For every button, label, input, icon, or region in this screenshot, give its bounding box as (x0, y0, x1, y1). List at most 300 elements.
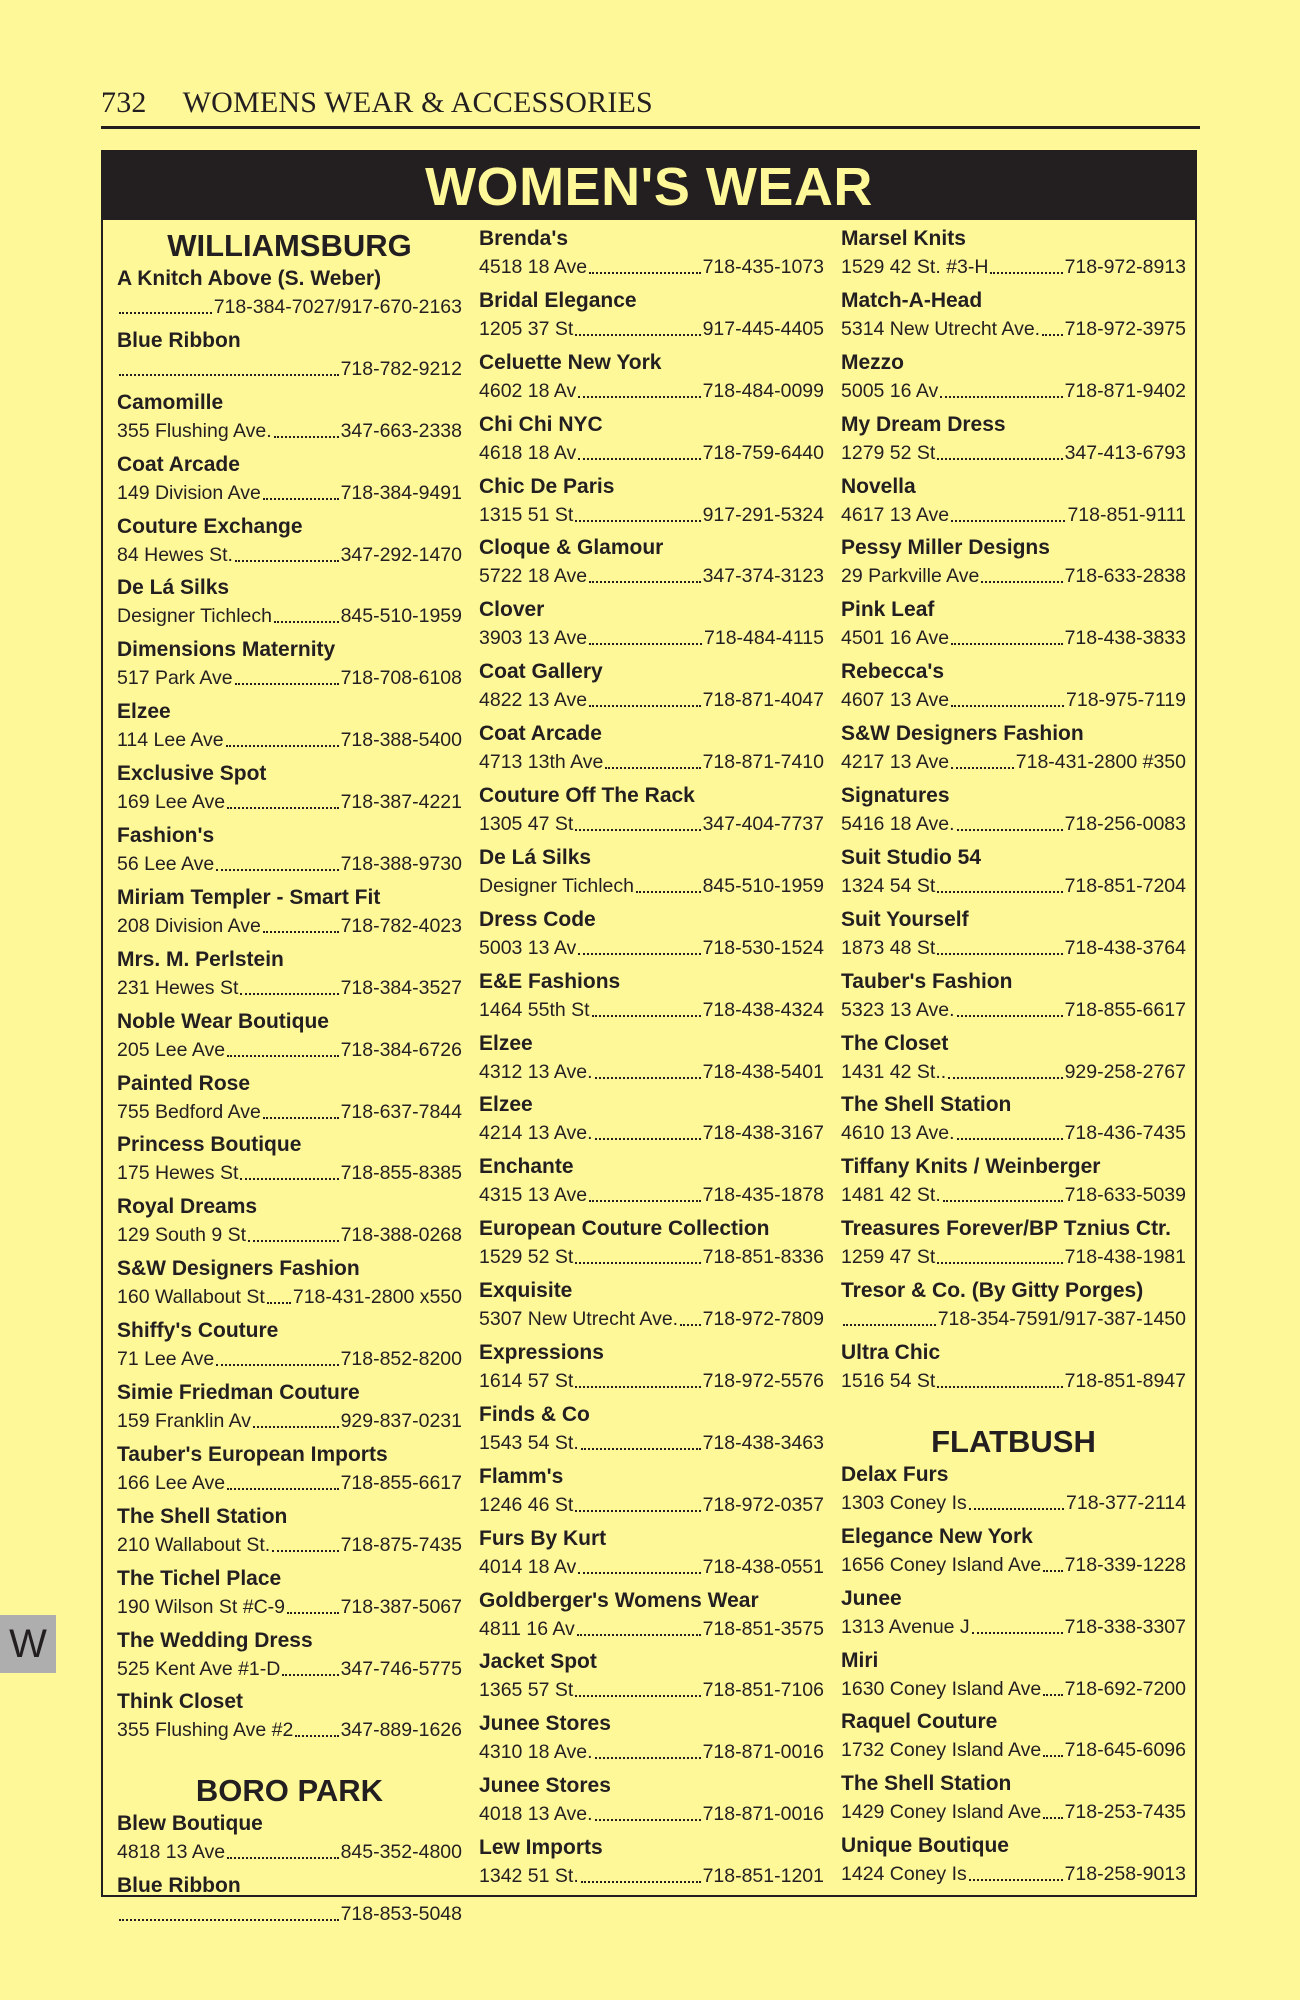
dot-leader (940, 378, 1062, 398)
business-address: 1365 57 St (479, 1679, 574, 1702)
business-name: Blue Ribbon (117, 1874, 241, 1898)
business-address: 1656 Coney Island Ave (841, 1553, 1042, 1576)
section-title: FLATBUSH (931, 1423, 1096, 1459)
listing-line (117, 1037, 462, 1063)
listing-entry (117, 388, 462, 450)
listing-line (841, 1368, 1186, 1394)
listing-line (117, 789, 462, 815)
business-phone: 718-435-1878 (702, 1184, 824, 1207)
page-number: 732 (101, 86, 147, 119)
listing-entry (479, 1462, 824, 1524)
dot-leader (227, 1470, 338, 1490)
listing-entry (841, 719, 1186, 781)
business-address: 5314 New Utrecht Ave. (841, 317, 1041, 340)
listing-entry (479, 967, 824, 1029)
listing-line (117, 913, 462, 939)
business-name: Lew Imports (479, 1836, 603, 1860)
listing-entry (479, 781, 824, 843)
business-address: 4602 18 Av (479, 379, 577, 402)
business-phone: 718-871-0016 (702, 1803, 824, 1826)
business-name: Simie Friedman Couture (117, 1381, 360, 1405)
listing-line (479, 440, 824, 466)
dot-leader (216, 1346, 338, 1366)
business-phone: 718-339-1228 (1064, 1553, 1186, 1576)
dot-leader (295, 1717, 338, 1737)
business-address: 4811 16 Av (479, 1617, 575, 1640)
business-name: Furs By Kurt (479, 1526, 607, 1550)
business-address: 1303 Coney Is (841, 1491, 967, 1514)
dot-leader (595, 1059, 701, 1079)
listing-line (479, 1677, 824, 1703)
dot-leader (578, 1554, 700, 1574)
business-address: 355 Flushing Ave #2 (117, 1719, 294, 1742)
business-phone: 347-292-1470 (340, 543, 462, 566)
listing-entry (479, 1709, 824, 1771)
listing-entry (841, 843, 1186, 905)
business-address: 4618 18 Av (479, 441, 577, 464)
business-address: 231 Hewes St (117, 976, 239, 999)
business-name: Camomille (117, 390, 224, 414)
listing-line (117, 1408, 462, 1434)
business-name: Coat Arcade (479, 722, 602, 746)
business-phone: 718-338-3307 (1064, 1615, 1186, 1638)
listing-line (841, 1552, 1186, 1578)
dot-leader (272, 1532, 338, 1552)
listing-entry (117, 759, 462, 821)
business-address: 1529 42 St. #3-H (841, 256, 989, 278)
listing-entry (117, 1502, 462, 1564)
business-address: 4217 13 Ave (841, 751, 950, 774)
business-phone: 718-388-0268 (340, 1224, 462, 1247)
dot-leader (577, 1616, 701, 1636)
business-address: 5416 18 Ave. (841, 813, 955, 836)
listing-entry (117, 512, 462, 574)
listing-line (841, 440, 1186, 466)
listing-line (479, 1801, 824, 1827)
listing-entry (841, 472, 1186, 534)
listing-line (117, 1160, 462, 1186)
business-phone: 718-253-7435 (1064, 1801, 1186, 1824)
listing-line (117, 1284, 462, 1310)
listing-line (841, 1059, 1186, 1085)
business-phone: 718-972-0357 (702, 1493, 824, 1516)
listing-line (117, 294, 462, 320)
alphabet-tab[interactable]: W (0, 1615, 56, 1673)
listing-line (117, 418, 462, 444)
business-name: Flamm's (479, 1464, 564, 1488)
listing-entry (117, 1809, 462, 1871)
dot-leader (581, 1863, 701, 1883)
business-address: 1424 Coney Is (841, 1863, 967, 1886)
business-phone: 917-445-4405 (702, 317, 824, 340)
listing-line (117, 975, 462, 1001)
business-name: Think Closet (117, 1690, 244, 1714)
business-address: 4315 13 Ave (479, 1184, 588, 1207)
listing-entry (841, 1522, 1186, 1584)
business-address: 1481 42 St. (841, 1184, 941, 1207)
dot-leader (227, 1037, 338, 1057)
listing-entry (117, 1871, 462, 1933)
business-name: Junee Stores (479, 1774, 611, 1798)
dot-leader (1043, 1737, 1062, 1757)
business-name: Suit Studio 54 (841, 845, 982, 869)
section-heading: WOMENS WEAR & ACCESSORIES (182, 86, 653, 119)
business-name: Finds & Co (479, 1402, 590, 1426)
business-phone: 718-384-3527 (340, 976, 462, 999)
business-phone: 718-438-3833 (1064, 627, 1186, 650)
dot-leader (578, 440, 700, 460)
business-phone: 718-853-5048 (340, 1903, 462, 1926)
listing-entry (117, 1007, 462, 1069)
business-name: Mrs. M. Perlstein (117, 947, 284, 971)
business-name: Treasures Forever/BP Tznius Ctr. (841, 1217, 1171, 1241)
column-2 (479, 224, 824, 1895)
listing-entry (479, 905, 824, 967)
dot-leader (937, 935, 1062, 955)
business-phone: 718-258-9013 (1064, 1863, 1186, 1886)
dot-leader (119, 356, 339, 376)
business-name: Shiffy's Couture (117, 1319, 279, 1343)
business-phone: 917-291-5324 (702, 503, 824, 526)
business-address: Designer Tichlech (117, 605, 272, 628)
business-phone: 718-438-5401 (702, 1060, 824, 1083)
dot-leader (589, 687, 700, 707)
business-name: The Shell Station (841, 1772, 1012, 1796)
business-phone: 718-377-2114 (1066, 1491, 1186, 1514)
business-name: Chic De Paris (479, 474, 615, 498)
business-address: Designer Tichlech (479, 874, 634, 897)
business-name: Elzee (479, 1031, 533, 1055)
business-name: Tauber's European Imports (117, 1442, 388, 1466)
business-phone: 718-782-9212 (340, 357, 462, 380)
business-phone: 718-972-7809 (702, 1308, 824, 1331)
business-name: Dimensions Maternity (117, 638, 336, 662)
business-name: The Closet (841, 1031, 949, 1055)
listing-line (841, 502, 1186, 528)
dot-leader (235, 665, 339, 685)
business-address: 129 South 9 St (117, 1224, 247, 1247)
business-name: Blew Boutique (117, 1812, 263, 1836)
dot-leader (119, 1901, 339, 1921)
business-address: 84 Hewes St. (117, 543, 233, 566)
listing-entry (479, 719, 824, 781)
listing-entry (479, 1214, 824, 1276)
dot-leader (226, 727, 339, 747)
dot-leader (575, 1492, 700, 1512)
business-name: The Wedding Dress (117, 1628, 313, 1652)
business-name: Exclusive Spot (117, 762, 267, 786)
dot-leader (957, 811, 1063, 831)
business-phone: 718-972-3975 (1064, 317, 1186, 340)
listing-line (117, 542, 462, 568)
business-address: 1315 51 St (479, 503, 574, 526)
business-address: 1313 Avenue J (841, 1615, 970, 1638)
business-phone: 718-851-8336 (702, 1246, 824, 1269)
listing-line (841, 1244, 1186, 1270)
business-address: 71 Lee Ave (117, 1348, 215, 1371)
dot-leader (253, 1408, 339, 1428)
business-name: Couture Exchange (117, 514, 303, 538)
business-address: 1529 52 St (479, 1246, 574, 1269)
business-address: 210 Wallabout St. (117, 1533, 271, 1556)
dot-leader (287, 1594, 339, 1614)
business-address: 29 Parkville Ave (841, 565, 980, 588)
business-phone: 718-851-3575 (702, 1617, 824, 1640)
listing-entry (841, 348, 1186, 410)
business-name: Tauber's Fashion (841, 969, 1013, 993)
listing-entry (117, 326, 462, 388)
business-phone: 718-645-6096 (1064, 1739, 1186, 1762)
business-address: 1464 55th St (479, 998, 590, 1021)
listing-line (479, 935, 824, 961)
listing-line (841, 873, 1186, 899)
listing-entry (117, 264, 462, 326)
business-phone: 718-438-4324 (702, 998, 824, 1021)
business-address: 5003 13 Av (479, 936, 577, 959)
dot-leader (119, 294, 212, 314)
business-address: 4607 13 Ave (841, 689, 950, 712)
business-name: Coat Arcade (117, 452, 240, 476)
dot-leader (575, 316, 700, 336)
section-title: BORO PARK (195, 1773, 384, 1809)
listing-line (117, 603, 462, 629)
business-phone: 718-384-7027/917-670-2163 (213, 296, 462, 318)
business-phone: 718-438-0551 (702, 1555, 824, 1578)
business-address: 4018 13 Ave. (479, 1803, 593, 1826)
dot-leader (595, 1120, 701, 1140)
listing-line (479, 997, 824, 1023)
listing-entry (117, 450, 462, 512)
listing-line (841, 625, 1186, 651)
listing-entry (841, 1584, 1186, 1646)
business-name: Pink Leaf (841, 598, 935, 622)
business-name: De Lá Silks (117, 576, 230, 600)
business-phone: 718-871-4047 (702, 689, 824, 712)
dot-leader (957, 1120, 1063, 1140)
business-phone: 718-871-7410 (702, 751, 824, 774)
business-phone: 718-633-5039 (1064, 1184, 1186, 1207)
business-address: 5323 13 Ave. (841, 998, 955, 1021)
business-name: Coat Gallery (479, 660, 603, 684)
business-address: 1429 Coney Island Ave (841, 1801, 1042, 1824)
business-address: 1630 Coney Island Ave (841, 1677, 1042, 1700)
listing-line (479, 254, 824, 280)
dot-leader (969, 1490, 1064, 1510)
business-phone: 718-431-2800 x550 (292, 1286, 462, 1309)
business-name: Dress Code (479, 907, 596, 931)
listing-entry (479, 1833, 824, 1895)
business-name: Exquisite (479, 1279, 573, 1303)
business-phone: 718-354-7591/917-387-1450 (937, 1308, 1186, 1331)
listing-entry (117, 1626, 462, 1688)
dot-leader (1043, 1799, 1062, 1819)
dot-leader (990, 254, 1062, 274)
business-address: 1205 37 St (479, 317, 574, 340)
dot-leader (1042, 316, 1062, 336)
listing-line (117, 1532, 462, 1558)
business-name: Painted Rose (117, 1071, 251, 1095)
listing-line (479, 378, 824, 404)
business-phone: 718-852-8200 (340, 1348, 462, 1371)
dot-leader (937, 873, 1062, 893)
listing-line (479, 1492, 824, 1518)
business-name: Mezzo (841, 350, 904, 374)
business-name: Tresor & Co. (By Gitty Porges) (841, 1279, 1144, 1303)
listing-entry (117, 883, 462, 945)
business-phone: 718-438-3764 (1064, 936, 1186, 959)
category-title: WOMEN'S WEAR (103, 152, 1195, 220)
listing-entry (479, 1524, 824, 1586)
listing-entry (479, 286, 824, 348)
business-phone: 845-352-4800 (340, 1841, 462, 1864)
business-address: 1873 48 St (841, 936, 936, 959)
listing-entry (117, 1378, 462, 1440)
listing-entry (479, 1647, 824, 1709)
business-phone: 718-435-1073 (702, 256, 824, 278)
dot-leader (969, 1861, 1063, 1881)
listing-line (479, 687, 824, 713)
business-phone: 718-855-6617 (340, 1471, 462, 1494)
dot-leader (595, 1739, 701, 1759)
business-phone: 718-972-5576 (702, 1370, 824, 1393)
business-name: Celuette New York (479, 350, 662, 374)
listing-entry (479, 224, 824, 286)
dot-leader (240, 975, 338, 995)
listing-line (117, 1901, 462, 1927)
page-header (101, 84, 1200, 129)
section-title: WILLIAMSBURG (167, 228, 412, 263)
listing-entry (841, 286, 1186, 348)
listing-line (117, 356, 462, 382)
dot-leader (589, 254, 700, 274)
business-name: Enchante (479, 1155, 574, 1179)
business-address: 5722 18 Ave (479, 565, 588, 588)
business-address: 4312 13 Ave. (479, 1060, 593, 1083)
business-phone: 347-889-1626 (340, 1719, 462, 1742)
business-phone: 718-972-8913 (1064, 256, 1186, 278)
business-name: Expressions (479, 1341, 604, 1365)
business-name: Junee Stores (479, 1712, 611, 1736)
business-phone: 347-746-5775 (340, 1657, 462, 1680)
business-address: 175 Hewes St (117, 1162, 239, 1185)
dot-leader (575, 1677, 700, 1697)
listing-entry (841, 1831, 1186, 1893)
business-phone: 718-975-7119 (1066, 689, 1186, 712)
business-address: 5005 16 Av (841, 379, 939, 402)
listing-frame (101, 150, 1197, 1926)
business-phone: 718-851-7204 (1064, 874, 1186, 897)
business-phone: 845-510-1959 (340, 605, 462, 628)
listing-line (479, 1244, 824, 1270)
business-address: 4014 18 Av (479, 1555, 577, 1578)
listing-entry (479, 595, 824, 657)
business-name: Junee (841, 1586, 902, 1610)
listing-line (117, 665, 462, 691)
business-phone: 718-708-6108 (340, 667, 462, 690)
listing-line (479, 749, 824, 775)
dot-leader (981, 563, 1062, 583)
business-name: Royal Dreams (117, 1195, 258, 1219)
business-address: 159 Franklin Av (117, 1410, 252, 1433)
business-phone: 718-431-2800 #350 (1015, 751, 1186, 774)
dot-leader (937, 1368, 1062, 1388)
dot-leader (948, 1059, 1062, 1079)
listing-line (841, 1490, 1186, 1516)
business-phone: 718-633-2838 (1064, 565, 1186, 588)
listing-entry (117, 1192, 462, 1254)
listing-line (479, 1182, 824, 1208)
business-address: 1543 54 St. (479, 1431, 579, 1454)
business-name: Miri (841, 1648, 879, 1672)
listing-entry (841, 1276, 1186, 1338)
listing-entry (117, 945, 462, 1007)
business-phone: 718-875-7435 (340, 1533, 462, 1556)
business-address: 190 Wilson St #C-9 (117, 1595, 285, 1618)
listing-line (841, 687, 1186, 713)
listing-entry (117, 1316, 462, 1378)
dot-leader (843, 1306, 936, 1326)
business-name: Unique Boutique (841, 1834, 1009, 1858)
business-name: The Shell Station (841, 1093, 1012, 1117)
listing-line (841, 1306, 1186, 1332)
dot-leader (575, 811, 700, 831)
listing-entry (841, 657, 1186, 719)
listing-line (841, 1614, 1186, 1640)
listing-line (479, 625, 824, 651)
listing-entry (479, 1152, 824, 1214)
business-name: The Tichel Place (117, 1566, 282, 1590)
dot-leader (263, 480, 339, 500)
listing-entry (479, 348, 824, 410)
listing-line (841, 1182, 1186, 1208)
business-address: 355 Flushing Ave. (117, 419, 272, 442)
dot-leader (578, 935, 700, 955)
business-name: Match-A-Head (841, 288, 983, 312)
business-phone: 718-384-6726 (340, 1038, 462, 1061)
listing-line (841, 316, 1186, 342)
listing-entry (479, 1771, 824, 1833)
listing-line (841, 1120, 1186, 1146)
business-address: 517 Park Ave (117, 667, 233, 690)
dot-leader (1043, 1552, 1062, 1572)
listing-entry (117, 1069, 462, 1131)
business-phone: 718-387-4221 (340, 791, 462, 814)
listing-line (479, 1120, 824, 1146)
dot-leader (282, 1656, 338, 1676)
business-name: Elzee (117, 700, 171, 724)
business-name: Jacket Spot (479, 1650, 597, 1674)
listing-entry (841, 1338, 1186, 1400)
business-phone: 718-388-5400 (340, 729, 462, 752)
business-address: 1614 57 St (479, 1370, 574, 1393)
listing-line (841, 1737, 1186, 1763)
dot-leader (575, 1244, 700, 1264)
listing-entry (479, 533, 824, 595)
listing-entry (841, 1029, 1186, 1091)
business-address: 4501 16 Ave (841, 627, 950, 650)
listing-entry (841, 905, 1186, 967)
business-name: E&E Fashions (479, 969, 621, 993)
business-address: 4713 13th Ave (479, 751, 604, 774)
listing-line (117, 1594, 462, 1620)
business-name: Novella (841, 474, 916, 498)
business-phone: 718-637-7844 (340, 1100, 462, 1123)
business-phone: 347-374-3123 (702, 565, 824, 588)
business-address: 4822 13 Ave (479, 689, 588, 712)
dot-leader (595, 1801, 701, 1821)
listing-line (479, 873, 824, 899)
listing-entry (117, 697, 462, 759)
